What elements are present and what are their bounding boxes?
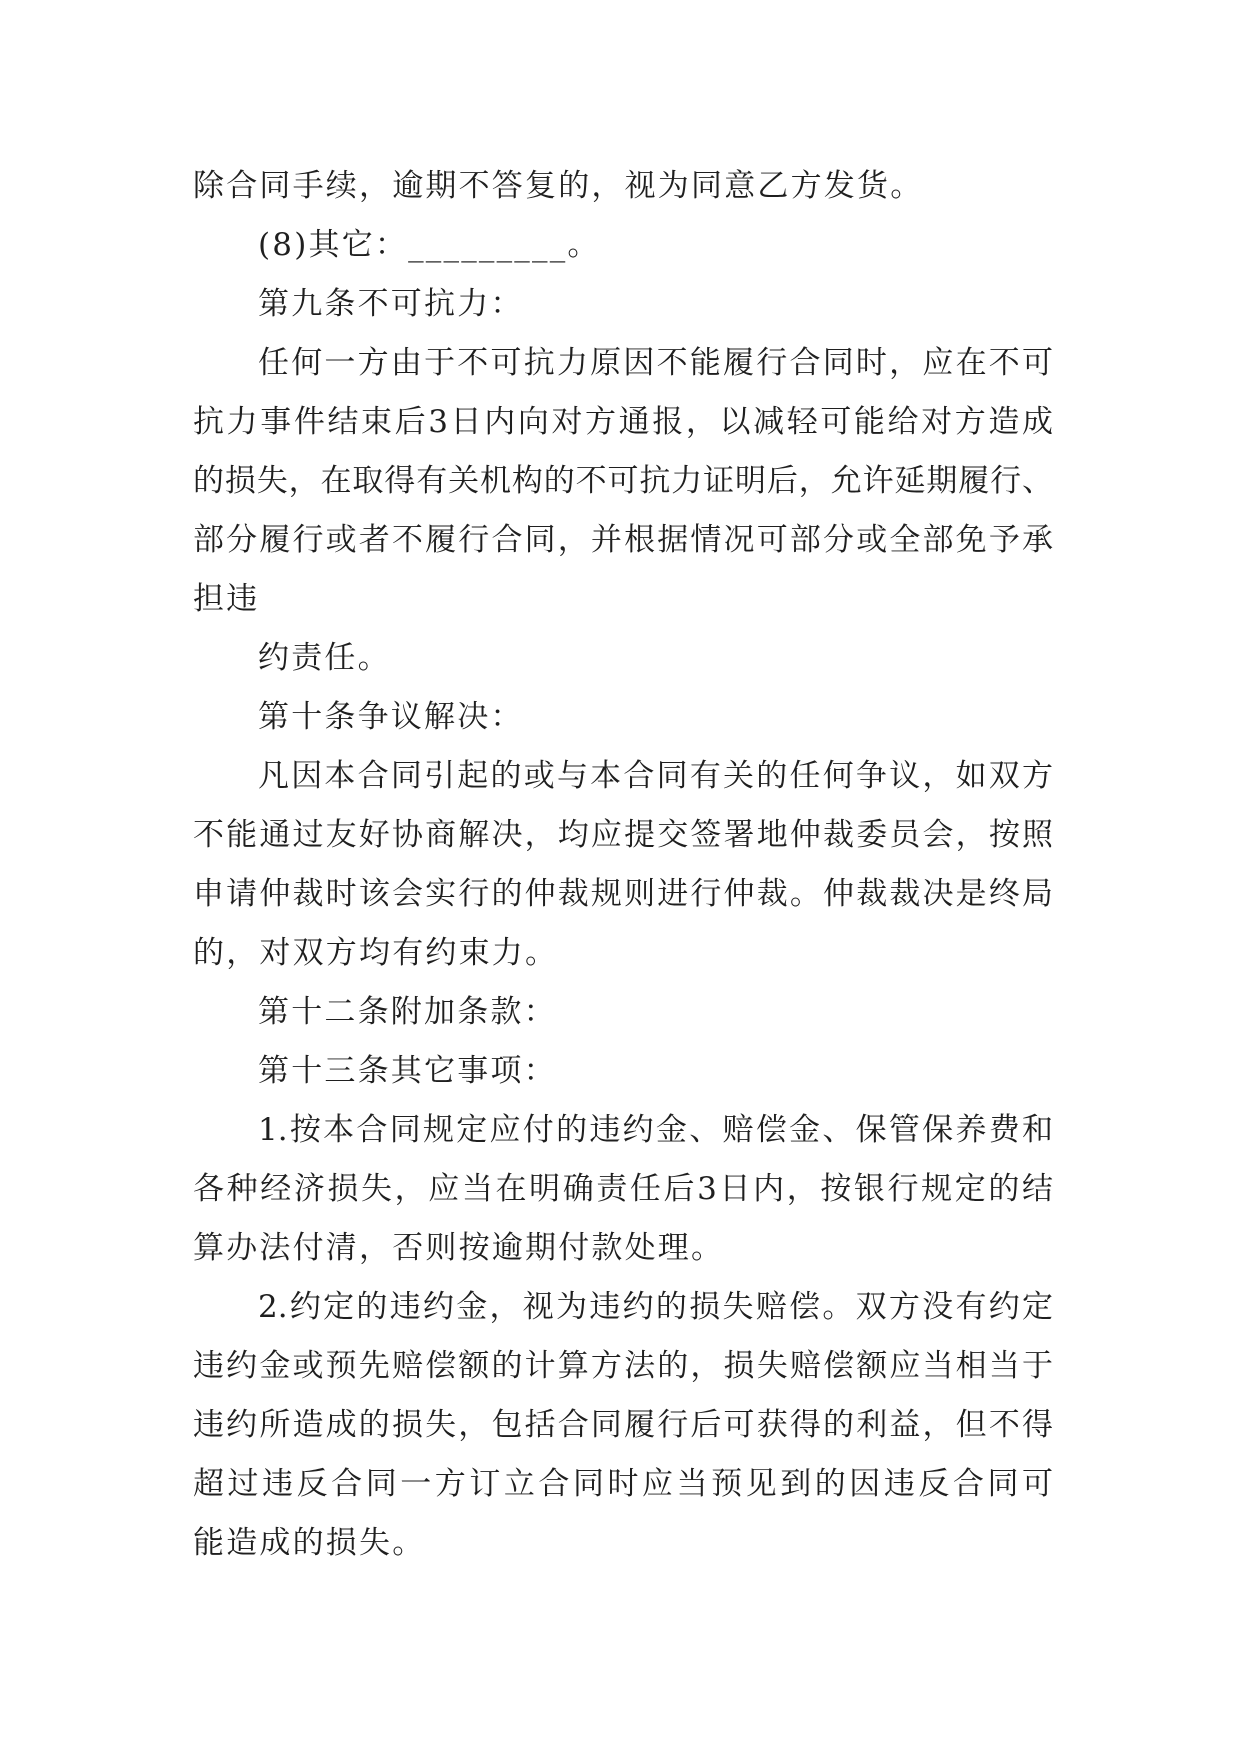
text-line: 凡因本合同引起的或与本合同有关的任何争议，如双方 bbox=[258, 758, 1053, 794]
text-line: 能造成的损失。 bbox=[193, 1525, 426, 1561]
section-heading: 第十二条附加条款： bbox=[258, 994, 557, 1030]
text-line: 各种经济损失，应当在明确责任后3日内，按银行规定的结 bbox=[193, 1171, 1053, 1207]
text-line: 不能通过友好协商解决，均应提交签署地仲裁委员会，按照 bbox=[193, 817, 1053, 853]
text-line: 的，对双方均有约束力。 bbox=[193, 935, 559, 971]
text-line: 超过违反合同一方订立合同时应当预见到的因违反合同可 bbox=[193, 1466, 1053, 1502]
text-line: 抗力事件结束后3日内向对方通报，以减轻可能给对方造成 bbox=[193, 404, 1053, 440]
text-line: 1.按本合同规定应付的违约金、赔偿金、保管保养费和 bbox=[258, 1112, 1053, 1148]
text-line: 约责任。 bbox=[258, 640, 391, 676]
text-line: 违约金或预先赔偿额的计算方法的，损失赔偿额应当相当于 bbox=[193, 1348, 1053, 1384]
text-line: 部分履行或者不履行合同，并根据情况可部分或全部免予承 bbox=[193, 522, 1053, 558]
text-line: 除合同手续，逾期不答复的，视为同意乙方发货。 bbox=[193, 168, 924, 204]
section-heading: 第十条争议解决： bbox=[258, 699, 524, 735]
text-line: 违约所造成的损失，包括合同履行后可获得的利益，但不得 bbox=[193, 1407, 1053, 1443]
text-line: 算办法付清，否则按逾期付款处理。 bbox=[193, 1230, 725, 1266]
section-heading: 第九条不可抗力： bbox=[258, 286, 524, 322]
text-line: 2.约定的违约金，视为违约的损失赔偿。双方没有约定 bbox=[258, 1289, 1053, 1325]
text-line: 的损失，在取得有关机构的不可抗力证明后，允许延期履行、 bbox=[193, 463, 1053, 499]
section-heading: 第十三条其它事项： bbox=[258, 1053, 557, 1089]
text-line: 申请仲裁时该会实行的仲裁规则进行仲裁。仲裁裁决是终局 bbox=[193, 876, 1053, 912]
text-line: (8)其它：_________。 bbox=[258, 227, 601, 263]
text-line: 任何一方由于不可抗力原因不能履行合同时，应在不可 bbox=[258, 345, 1053, 381]
text-line: 担违 bbox=[193, 581, 260, 617]
